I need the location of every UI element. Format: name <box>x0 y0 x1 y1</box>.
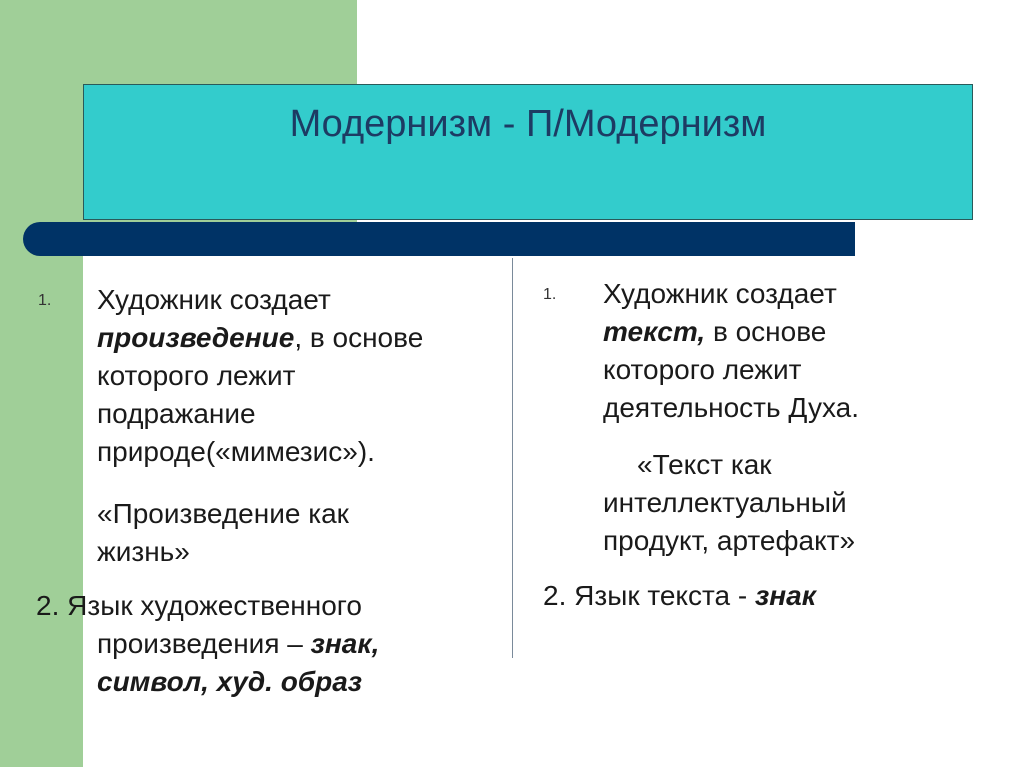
left-item2-line2-plain: произведения – <box>97 628 311 659</box>
left-item2-line2-emphasis: знак, <box>310 628 380 659</box>
left-item1-emphasis: произведение <box>97 322 295 353</box>
right-item1-line3: которого лежит <box>603 354 802 385</box>
left-quote <box>97 495 349 571</box>
left-quote-line2: жизнь» <box>97 536 190 567</box>
right-item2-plain: 2. Язык текста - <box>543 580 755 611</box>
right-quote-line3: продукт, артефакт» <box>603 525 856 556</box>
right-item2-line <box>543 577 816 615</box>
right-quote-line2: интеллектуальный <box>603 487 847 518</box>
left-item1-line4: подражание <box>97 398 256 429</box>
left-item1-line2 <box>97 319 423 357</box>
left-item1-line5: природе(«мимезис»). <box>97 436 375 467</box>
left-item2-line1: 2. Язык художественного <box>36 590 362 621</box>
right-item1-line4: деятельность Духа. <box>603 392 859 423</box>
right-item1-line2 <box>603 313 859 351</box>
left-item1-line2-rest: , в основе <box>294 322 424 353</box>
left-item2-line2 <box>36 625 379 663</box>
right-item1-emphasis: текст, <box>603 316 706 347</box>
left-item2-line3: символ, худ. образ <box>97 666 363 697</box>
left-item1-number: 1. <box>38 292 52 309</box>
left-item2 <box>36 587 379 701</box>
right-item1-line1: Художник создает <box>603 278 837 309</box>
right-item1 <box>603 275 859 427</box>
right-item2 <box>543 577 816 615</box>
right-item1-line2-rest: в основе <box>705 316 827 347</box>
slide-title: Модернизм - П/Модернизм <box>289 103 767 145</box>
column-divider <box>512 258 513 658</box>
right-quote <box>603 446 855 560</box>
right-item1-number: 1. <box>543 286 557 303</box>
right-quote-line1: «Текст как <box>637 449 772 480</box>
left-item1 <box>97 281 423 471</box>
navy-divider-bar <box>23 222 855 256</box>
left-quote-line1: «Произведение как <box>97 498 349 529</box>
left-item1-line3: которого лежит <box>97 360 296 391</box>
left-item1-line1: Художник создает <box>97 284 331 315</box>
right-item2-emphasis: знак <box>754 580 816 611</box>
